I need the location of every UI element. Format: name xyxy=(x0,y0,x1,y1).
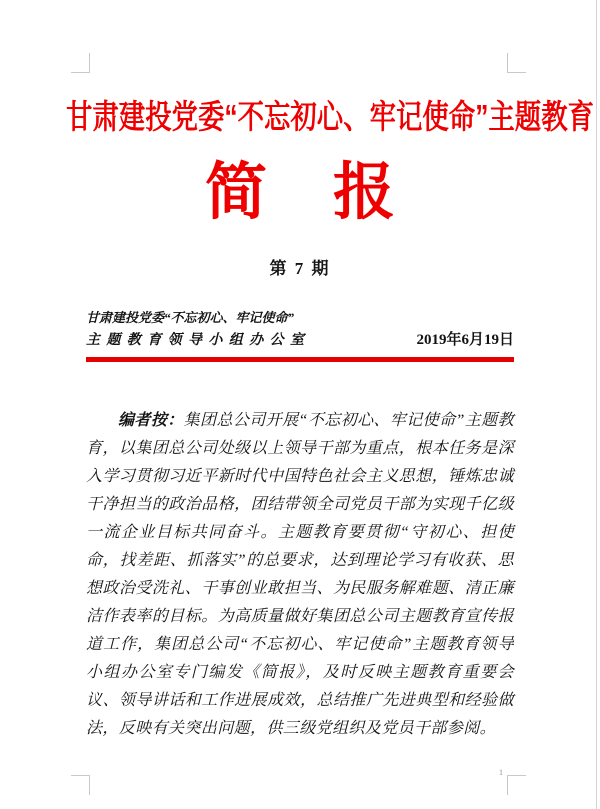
text-boundary-mark-top-left xyxy=(71,53,90,73)
page-number: 1 xyxy=(499,768,503,777)
masthead-char-jian: 简 xyxy=(204,158,267,227)
editor-note-label: 编者按： xyxy=(118,412,184,429)
issue-number: 第 7 期 xyxy=(269,259,331,278)
issuing-org-line1: 甘肃建投党委“不忘初心、牢记使命” xyxy=(86,310,295,325)
issuing-org-line2: 主题教育领导小组办公室 xyxy=(86,333,304,348)
document-title-text: 甘肃建投党委“不忘初心、牢记使命”主题教育 xyxy=(66,98,594,135)
editor-note-paragraph xyxy=(86,407,514,743)
body-text-block xyxy=(86,407,514,743)
document-title xyxy=(0,97,600,137)
masthead-jianbao xyxy=(0,158,600,228)
text-boundary-mark-bottom-right xyxy=(507,775,526,795)
editor-note-text: 集团总公司开展“不忘初心、牢记使命”主题教育，以集团总公司处级以上领导干部为重点，根本任务是深入学习贯彻习近平新时代中国特色社会主义思想，锤炼忠诚干净担当的政治品格，团结带领全司党员干部为实现千亿级一流企业目标共同奋斗。主题教育要贯彻“守初心、担使命，找差距、抓落实”的总要求，达到理论学习有收获、思想政治受洗礼、干事创业敢担当、为民服务解难题、清正廉洁作表率的目标。为高质量做好集团总公司主题教育宣传报道工作，集团总公司“不忘初心、牢记使命”主题教育领导小组办公室专门编发《简报》，及时反映主题教育重要会议、领导讲话和工作进展成效，总结推广先进典型和经验做法，反映有关突出问题，供三级党组织及党员干部参阅。 xyxy=(86,412,514,737)
text-boundary-mark-top-right xyxy=(507,53,526,73)
meta-row xyxy=(86,309,514,350)
masthead-char-bao: 报 xyxy=(333,158,396,227)
red-header-rule xyxy=(86,357,514,362)
document-date: 2019年6月19日 xyxy=(416,332,514,348)
issuing-org-block xyxy=(86,309,304,350)
text-boundary-mark-bottom-left xyxy=(71,775,90,795)
